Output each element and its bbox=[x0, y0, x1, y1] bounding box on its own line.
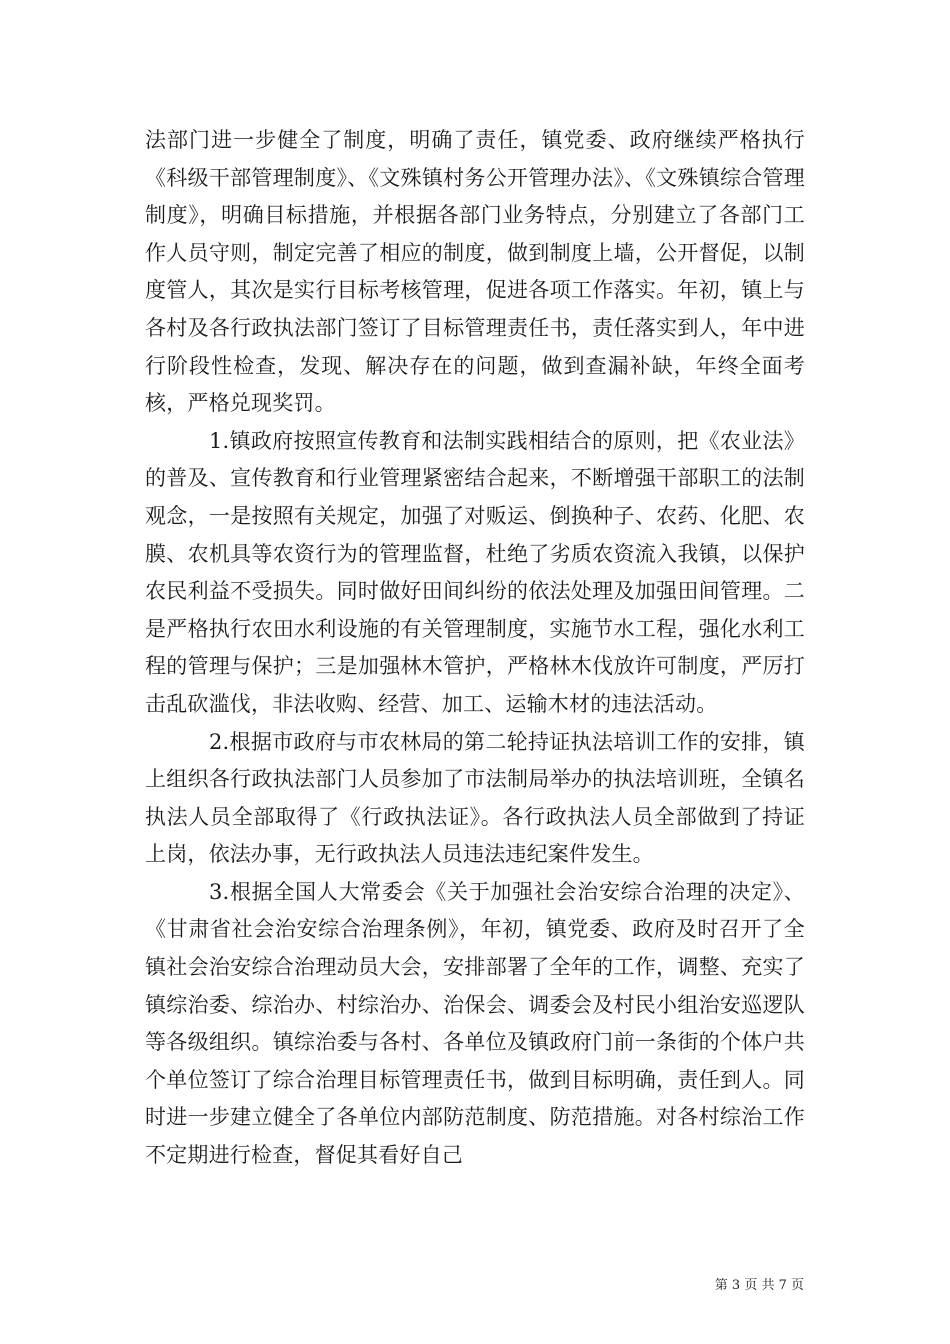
paragraph-item-3: 3.根据全国人大常委会《关于加强社会治安综合治理的决定》、《甘肃省社会治安综合治理条例》，年初，镇党委、政府及时召开了全镇社会治安综合治理动员大会，安排部署了全年的工作，调整、充实了镇综治委、综治办、村综治办、治保会、调委会及村民小组治安巡逻队等各级组织。镇综治委与各村、各单位及镇政府门前一条街的个体户共个单位签订了综合治理目标管理责任书，做到目标明确，责任到人。同时进一步建立健全了各单位内部防范制度、防范措施。对各村综治工作不定期进行检查，督促其看好自己 bbox=[145, 879, 805, 1168]
body-text bbox=[145, 122, 805, 1175]
paragraph-continuation: 法部门进一步健全了制度，明确了责任，镇党委、政府继续严格执行《科级干部管理制度》、《文殊镇村务公开管理办法》、《文殊镇综合管理制度》，明确目标措施，并根据各部门业务特点，分别建立了各部门工作人员守则，制定完善了相应的制度，做到制度上墙，公开督促，以制度管人，其次是实行目标考核管理，促进各项工作落实。年初，镇上与各村及各行政执法部门签订了目标管理责任书，责任落实到人，年中进行阶段性检查，发现、解决存在的问题，做到查漏补缺，年终全面考核，严格兑现奖罚。 bbox=[145, 128, 805, 416]
page-number-footer: 第 3 页 共 7 页 bbox=[714, 1278, 804, 1293]
paragraph-item-2: 2.根据市政府与市农林局的第二轮持证执法培训工作的安排，镇上组织各行政执法部门人员参加了市法制局举办的执法培训班，全镇名执法人员全部取得了《行政执法证》。各行政执法人员全部做到了持证上岗，依法办事，无行政执法人员违法违纪案件发生。 bbox=[145, 729, 805, 867]
paragraph-item-1: 1.镇政府按照宣传教育和法制实践相结合的原则，把《农业法》的普及、宣传教育和行业管理紧密结合起来，不断增强干部职工的法制观念，一是按照有关规定，加强了对贩运、倒换种子、农药、化肥、农膜、农机具等农资行为的管理监督，杜绝了劣质农资流入我镇，以保护农民利益不受损失。同时做好田间纠纷的依法处理及加强田间管理。二是严格执行农田水利设施的有关管理制度，实施节水工程，强化水利工程的管理与保护；三是加强林木管护，严格林木伐放许可制度，严厉打击乱砍滥伐，非法收购、经营、加工、运输木材的违法活动。 bbox=[145, 428, 805, 716]
